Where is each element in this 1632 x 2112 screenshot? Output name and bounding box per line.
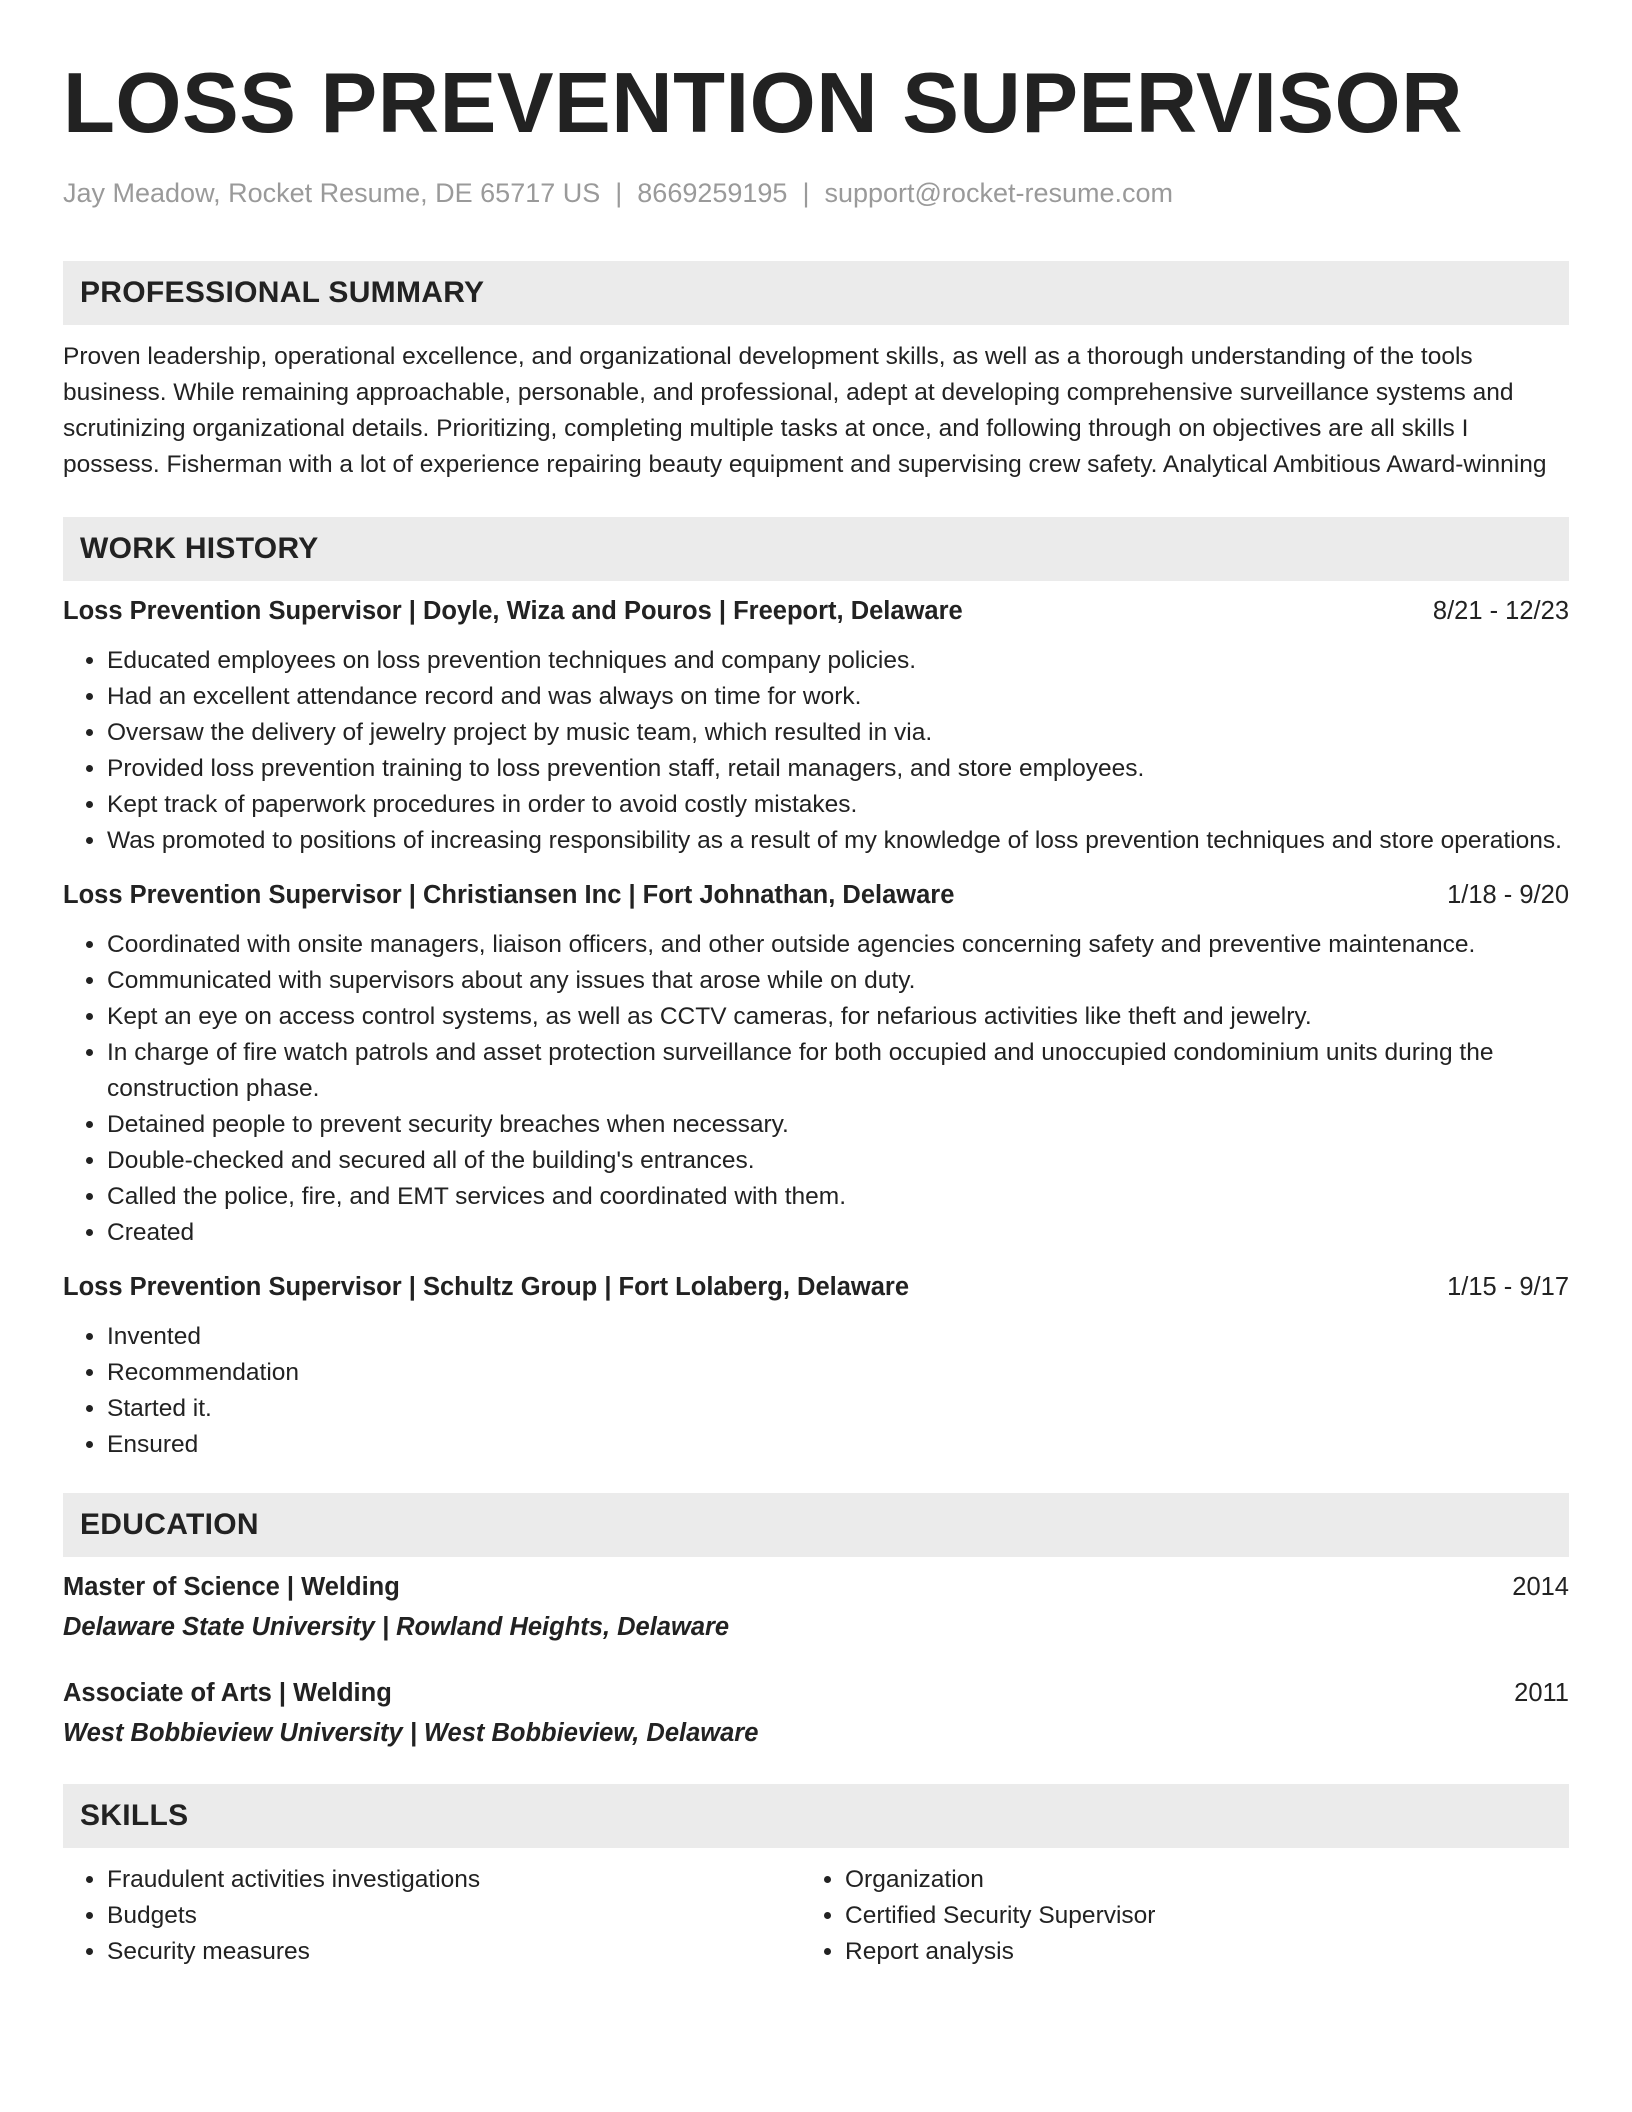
education-degree: Associate of Arts | Welding: [63, 1679, 392, 1707]
job-bullets: [63, 643, 1569, 859]
job-entry: [63, 877, 1569, 1251]
skills-list-right: [801, 1862, 1561, 1970]
job-title: Loss Prevention Supervisor | Christiansen Inc | Fort Johnathan, Delaware: [63, 881, 955, 909]
skill-item: • Budgets: [107, 1898, 801, 1934]
job-bullet: • Started it.: [107, 1391, 1569, 1427]
job-bullet: • Kept track of paperwork procedures in order to avoid costly mistakes.: [107, 787, 1569, 823]
job-bullet: • Was promoted to positions of increasing responsibility as a result of my knowledge of loss prevention techniques and store operations.: [107, 823, 1569, 859]
job-header: [63, 1269, 1569, 1305]
skill-item: • Organization: [845, 1862, 1561, 1898]
summary-text: Proven leadership, operational excellence, and organizational development skills, as well as a thorough understanding of the tools business. While remaining approachable, personable, and professional, adept at developing comprehensive surveillance systems and scrutinizing organizational details. Prioritizing, completing multiple tasks at once, and following through on objectives are all skills I possess. Fisherman with a lot of experience repairing beauty equipment and supervising crew safety. Analytical Ambitious Award-winning: [63, 343, 1547, 478]
education-degree: Master of Science | Welding: [63, 1573, 400, 1601]
job-bullet: • Double-checked and secured all of the building's entrances.: [107, 1143, 1569, 1179]
education-header: [63, 1675, 1569, 1711]
job-title: Loss Prevention Supervisor | Doyle, Wiza and Pouros | Freeport, Delaware: [63, 597, 963, 625]
contact-separator: |: [615, 178, 623, 208]
job-bullet: • Communicated with supervisors about any issues that arose while on duty.: [107, 963, 1569, 999]
job-dates: 1/18 - 9/20: [1447, 881, 1569, 909]
job-bullet: • Kept an eye on access control systems, as well as CCTV cameras, for nefarious activities like theft and jewelry.: [107, 999, 1569, 1035]
job-bullet: • Detained people to prevent security breaches when necessary.: [107, 1107, 1569, 1143]
job-bullet: • Called the police, fire, and EMT services and coordinated with them.: [107, 1179, 1569, 1215]
job-bullet: • Recommendation: [107, 1355, 1569, 1391]
contact-email: support@rocket-resume.com: [824, 178, 1173, 208]
job-bullet: • Had an excellent attendance record and was always on time for work.: [107, 679, 1569, 715]
job-dates: 8/21 - 12/23: [1432, 597, 1569, 625]
job-bullet: • Coordinated with onsite managers, liaison officers, and other outside agencies concerning safety and preventive maintenance.: [107, 927, 1569, 963]
contact-address: Jay Meadow, Rocket Resume, DE 65717 US: [63, 178, 601, 208]
job-bullet: • Provided loss prevention training to loss prevention staff, retail managers, and store employees.: [107, 751, 1569, 787]
education-section-header: EDUCATION: [63, 1493, 1569, 1557]
job-entry: [63, 1269, 1569, 1463]
skill-item: • Report analysis: [845, 1934, 1561, 1970]
education-header: [63, 1569, 1569, 1605]
skills-section-header: SKILLS: [63, 1784, 1569, 1848]
skill-item: • Security measures: [107, 1934, 801, 1970]
education-year: 2011: [1514, 1679, 1569, 1707]
job-bullets: [63, 1319, 1569, 1463]
resume-title: LOSS PREVENTION SUPERVISOR: [63, 56, 1464, 151]
job-bullet: • Oversaw the delivery of jewelry project by music team, which resulted in via.: [107, 715, 1569, 751]
job-entry: [63, 593, 1569, 859]
job-dates: 1/15 - 9/17: [1447, 1273, 1569, 1301]
job-bullet: • Educated employees on loss prevention techniques and company policies.: [107, 643, 1569, 679]
education-entry: [63, 1569, 1569, 1645]
education-school: West Bobbieview University | West Bobbieview, Delaware: [63, 1719, 759, 1747]
education-year: 2014: [1512, 1573, 1569, 1601]
job-bullet: • Created: [107, 1215, 1569, 1251]
job-header: [63, 877, 1569, 913]
job-bullets: [63, 927, 1569, 1251]
contact-line: [63, 176, 1569, 210]
contact-phone: 8669259195: [637, 178, 788, 208]
job-bullet: • Invented: [107, 1319, 1569, 1355]
education-entry: [63, 1675, 1569, 1751]
contact-separator: |: [802, 178, 810, 208]
skill-item: • Certified Security Supervisor: [845, 1898, 1561, 1934]
job-header: [63, 593, 1569, 629]
education-school: Delaware State University | Rowland Heights, Delaware: [63, 1613, 730, 1641]
job-bullet: • Ensured: [107, 1427, 1569, 1463]
job-bullet: • In charge of fire watch patrols and asset protection surveillance for both occupied and unoccupied condominium units during the construction phase.: [107, 1035, 1569, 1107]
skills-columns: [63, 1862, 1569, 1970]
skill-item: • Fraudulent activities investigations: [107, 1862, 801, 1898]
skills-list-left: [63, 1862, 801, 1970]
summary-section-header: PROFESSIONAL SUMMARY: [63, 261, 1569, 325]
job-title: Loss Prevention Supervisor | Schultz Group | Fort Lolaberg, Delaware: [63, 1273, 910, 1301]
work-history-section-header: WORK HISTORY: [63, 517, 1569, 581]
